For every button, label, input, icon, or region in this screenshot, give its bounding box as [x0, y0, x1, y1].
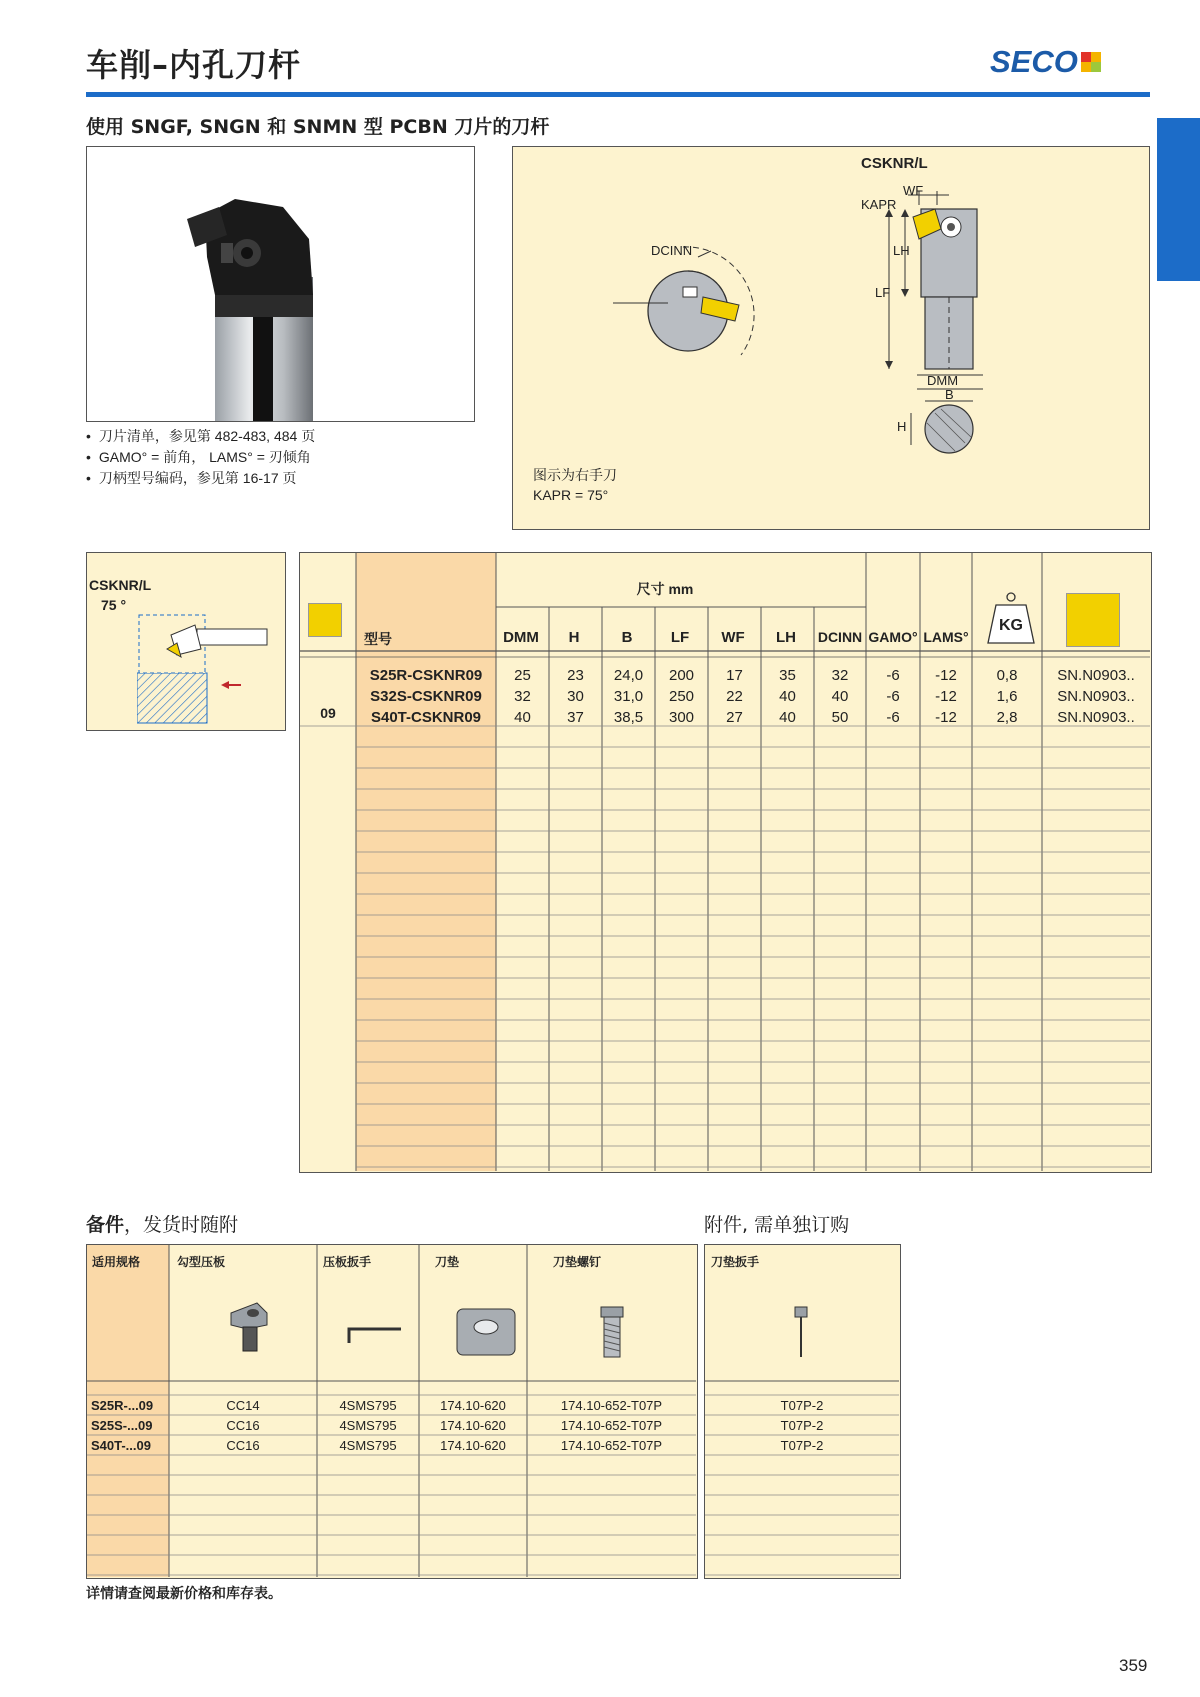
- col-header-clamp: 勾型压板: [177, 1255, 226, 1269]
- label-lh: LH: [893, 243, 910, 258]
- table-cell-h: 37: [567, 709, 584, 726]
- col-header-lams: LAMS°: [923, 629, 969, 645]
- weight-icon: [986, 591, 1036, 647]
- note-item: • 刀柄型号编码，参见第 16-17 页: [86, 468, 315, 489]
- acc-cell-shim: 174.10-620: [440, 1438, 506, 1453]
- acc-cell-spec: S40T-...09: [91, 1438, 151, 1453]
- label-dcinn: DCINN: [651, 243, 693, 258]
- table-cell-dcinn: 40: [831, 688, 849, 705]
- table-cell-lf: 200: [668, 667, 695, 684]
- acc-cell-clamp: CC16: [226, 1438, 260, 1453]
- label-dmm: DMM: [927, 373, 959, 388]
- page-number: 359: [1119, 1656, 1148, 1675]
- spare-parts-heading: [86, 1210, 238, 1237]
- kg-label: KG: [999, 617, 1023, 634]
- table-cell-wf: 17: [726, 667, 743, 684]
- logo-text: SECO: [990, 44, 1078, 79]
- table-cell-lams: -12: [935, 709, 957, 726]
- col-header-shim-key: 刀垫扳手: [711, 1255, 760, 1269]
- section-tab-marker: [1157, 118, 1200, 281]
- table-cell-insert: SN.N0903..: [1057, 709, 1135, 726]
- dimension-diagram: [512, 146, 1150, 530]
- acc-cell-spec: S25R-...09: [91, 1398, 154, 1413]
- table-cell-dmm: 25: [514, 667, 531, 684]
- logo-squares-icon: [1081, 52, 1101, 72]
- label-b: B: [945, 387, 954, 402]
- holder-type-title: CSKNR/L: [89, 577, 152, 593]
- spare-parts-heading-bold: 备件: [86, 1214, 125, 1236]
- acc-cell-spec: S25S-...09: [91, 1418, 153, 1433]
- table-cell-wf: 27: [726, 709, 743, 726]
- table-cell-gamo: -6: [886, 667, 900, 684]
- col-header-dcinn: DCINN: [817, 629, 863, 645]
- shim-screw-icon: [599, 1305, 625, 1359]
- note-item: • 刀片清单，参见第 482-483, 484 页: [86, 426, 315, 447]
- label-kapr: KAPR: [861, 197, 897, 212]
- table-cell-h: 30: [567, 688, 584, 705]
- acc-cell-clamp: CC16: [226, 1418, 260, 1433]
- holder-approach-angle: 75 °: [101, 597, 127, 613]
- table-cell-dcinn: 32: [831, 667, 849, 684]
- diagram-note-kapr: KAPR = 75°: [533, 487, 609, 503]
- table-cell-b: 38,5: [613, 709, 644, 726]
- table-cell-dmm: 40: [514, 709, 531, 726]
- seco-logo: [990, 44, 1101, 80]
- col-header-wf: WF: [721, 629, 745, 646]
- col-header-lh: LH: [776, 629, 796, 646]
- notes-list: [86, 426, 315, 489]
- table-cell-b: 31,0: [613, 688, 644, 705]
- table-cell-h: 23: [567, 667, 584, 684]
- col-header-clamp-key: 压板扳手: [323, 1255, 372, 1269]
- col-header-gamo: GAMO°: [868, 629, 918, 645]
- table-cell-lf: 300: [668, 709, 695, 726]
- col-header-h: H: [568, 629, 580, 646]
- table-cell-lh: 35: [779, 667, 796, 684]
- spare-parts-heading-rest: ，发货时随附: [124, 1214, 239, 1236]
- holder-icon: [137, 613, 285, 728]
- acc-cell-shim-key: T07P-2: [780, 1398, 824, 1413]
- insert-icon: [1066, 593, 1120, 647]
- table-cell-dcinn: 50: [831, 709, 849, 726]
- page-title: 车削–内孔刀杆: [86, 46, 302, 84]
- table-cell-lf: 250: [668, 688, 695, 705]
- table-cell-wf: 22: [726, 688, 743, 705]
- table-cell-dmm: 32: [514, 688, 531, 705]
- table-cell-model: S40T-CSKNR09: [370, 709, 482, 726]
- label-lf: LF: [875, 285, 891, 300]
- table-cell-gamo: -6: [886, 688, 900, 705]
- table-cell-lh: 40: [779, 709, 796, 726]
- clamp-key-icon: [345, 1323, 405, 1347]
- col-header-dmm: DMM: [503, 629, 539, 646]
- product-photo: [86, 146, 475, 422]
- table-cell-kg: 0,8: [996, 667, 1018, 684]
- acc-cell-shim: 174.10-620: [440, 1418, 506, 1433]
- label-wf: WF: [903, 183, 924, 198]
- section-subtitle: 使用 SNGF, SNGN 和 SNMN 型 PCBN 刀片的刀杆: [86, 116, 550, 138]
- table-cell-kg: 1,6: [996, 688, 1018, 705]
- table-cell-gamo: -6: [886, 709, 900, 726]
- acc-cell-clamp: CC14: [226, 1398, 260, 1413]
- footnote: 详情请查阅最新价格和库存表。: [86, 1586, 282, 1602]
- acc-cell-shim-key: T07P-2: [780, 1418, 824, 1433]
- clamp-icon: [227, 1299, 271, 1357]
- acc-cell-clamp-key: 4SMS795: [339, 1438, 397, 1453]
- table-cell-lams: -12: [935, 667, 957, 684]
- table-cell-model: S25R-CSKNR09: [369, 667, 483, 684]
- label-h: H: [897, 419, 907, 434]
- col-header-shim: 刀垫: [435, 1255, 460, 1269]
- diagram-note-hand: 图示为右手刀: [533, 468, 617, 484]
- table-cell-insert: SN.N0903..: [1057, 667, 1135, 684]
- table-cell-insert: SN.N0903..: [1057, 688, 1135, 705]
- col-header-lf: LF: [670, 629, 690, 646]
- accessories-table: [704, 1244, 901, 1579]
- header-rule: [86, 92, 1150, 97]
- accessories-heading: 附件, 需单独订购: [704, 1214, 850, 1236]
- table-cell-lams: -12: [935, 688, 957, 705]
- model-header: 型号: [364, 632, 392, 648]
- insert-shape-icon: [308, 603, 342, 637]
- col-header-spec: 适用规格: [92, 1255, 141, 1269]
- acc-cell-shim-screw: 174.10-652-T07P: [560, 1418, 663, 1433]
- acc-cell-shim-key: T07P-2: [780, 1438, 824, 1453]
- insert-size-cell: 09: [320, 705, 336, 721]
- table-cell-b: 24,0: [613, 667, 644, 684]
- product-table: [299, 552, 1152, 1173]
- shim-icon: [455, 1307, 517, 1357]
- dimension-group-header: 尺寸 mm: [636, 581, 694, 597]
- acc-cell-clamp-key: 4SMS795: [339, 1418, 397, 1433]
- col-header-shim-screw: 刀垫螺钉: [553, 1255, 602, 1269]
- table-cell-kg: 2,8: [996, 709, 1018, 726]
- holder-type-box: [86, 552, 286, 731]
- acc-cell-clamp-key: 4SMS795: [339, 1398, 397, 1413]
- acc-cell-shim: 174.10-620: [440, 1398, 506, 1413]
- table-cell-model: S32S-CSKNR09: [370, 688, 482, 705]
- shim-key-icon: [791, 1305, 811, 1361]
- diagram-title: CSKNR/L: [861, 155, 928, 172]
- table-cell-lh: 40: [779, 688, 796, 705]
- acc-cell-shim-screw: 174.10-652-T07P: [560, 1438, 663, 1453]
- boring-bar-photo: [87, 147, 474, 421]
- spare-parts-table: [86, 1244, 698, 1579]
- col-header-b: B: [621, 629, 633, 646]
- acc-cell-shim-screw: 174.10-652-T07P: [560, 1398, 663, 1413]
- note-item: • GAMO° = 前角， LAMS° = 刃倾角: [86, 447, 315, 468]
